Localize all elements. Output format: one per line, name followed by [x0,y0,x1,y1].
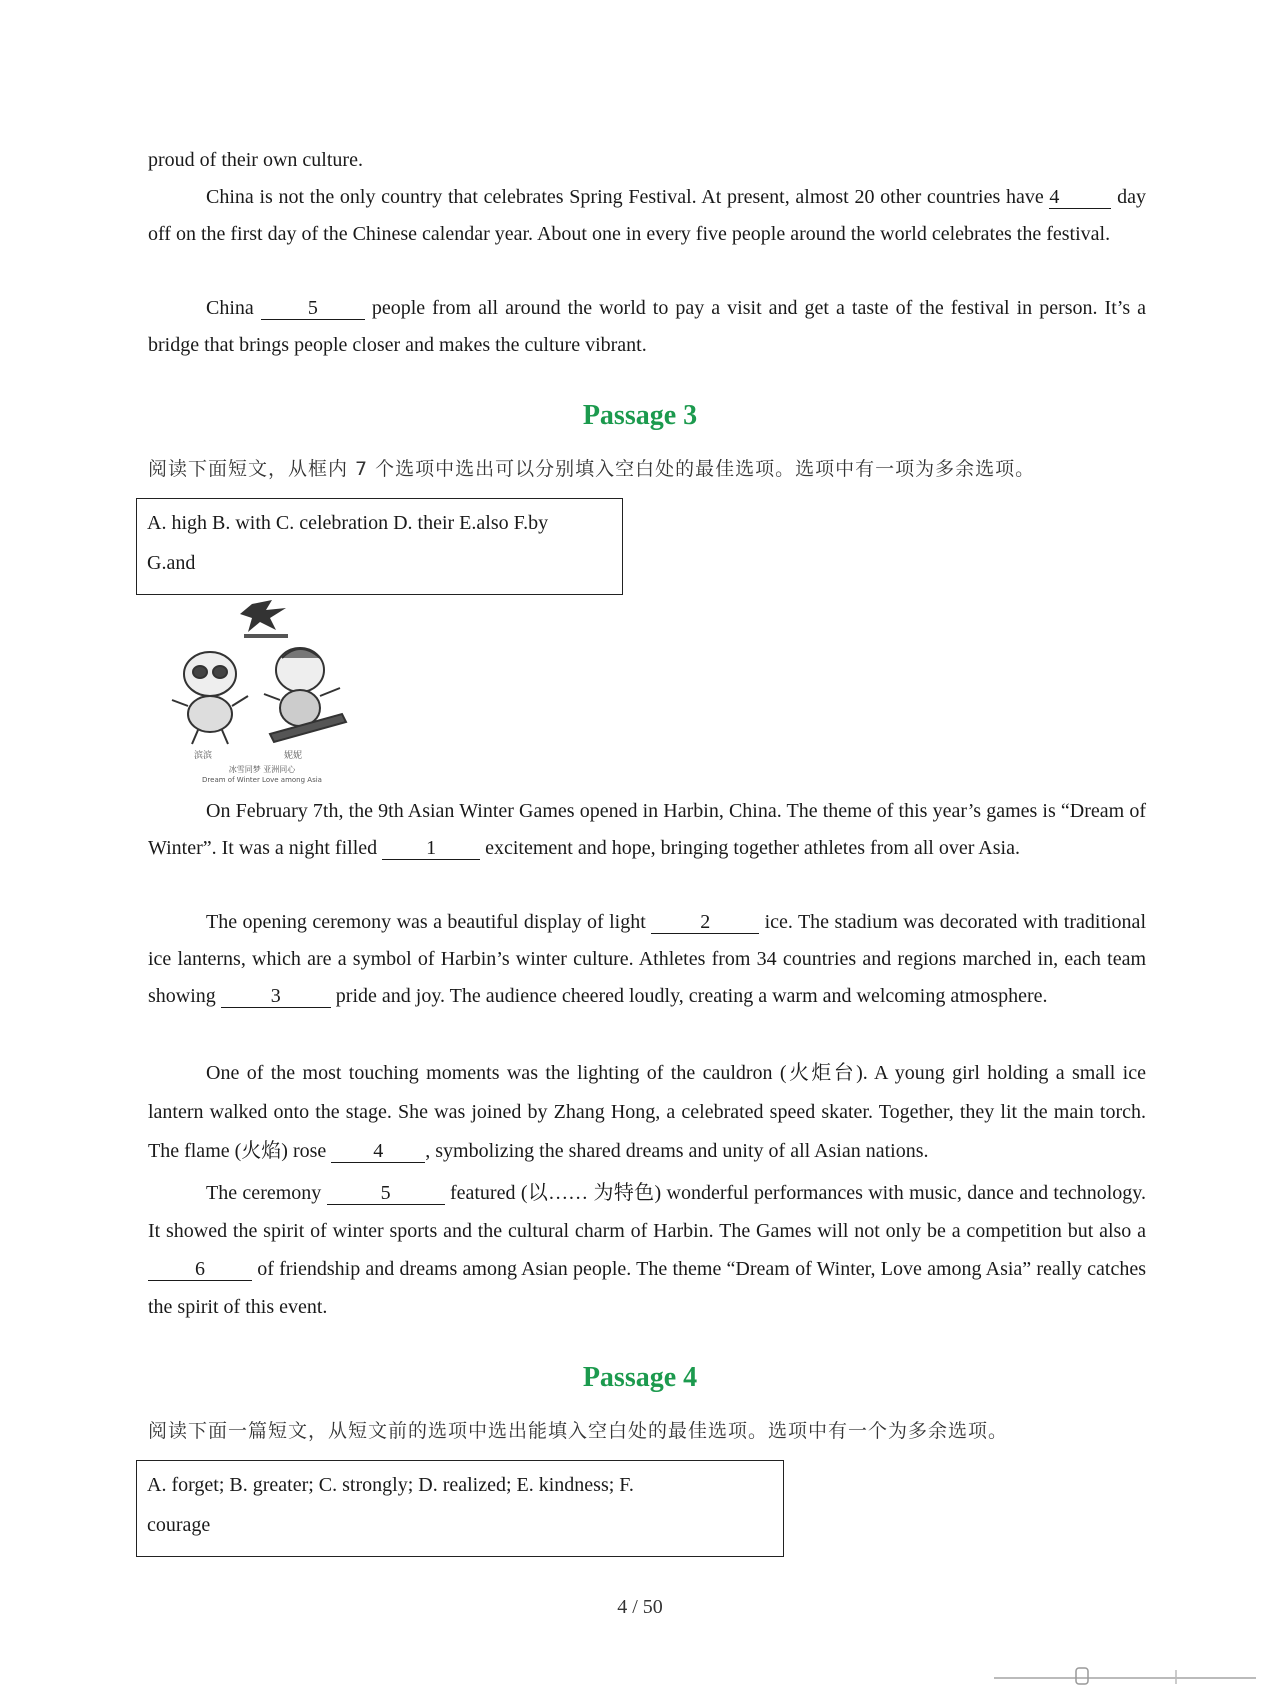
text-segment: featured (以…… 为特色) wonderful performances with music, dance and technology. It showed the spirit of winter sports and the cultural charm of Harbin. The Games will not only be a competition but also a [148,1182,1146,1242]
page-number: 4 / 50 [617,1596,663,1618]
text-line: proud of their own culture. [148,149,363,171]
passage2-closing-line [148,142,1146,179]
blank-2: 2 [651,911,759,934]
text-segment: of friendship and dreams among Asian people. The theme “Dream of Winter, Love among Asia” really catches the spirit of this event. [148,1258,1146,1318]
passage-4-instruction: 阅读下面一篇短文，从短文前的选项中选出能填入空白处的最佳选项。选项中有一个为多余选项。 [148,1420,1009,1442]
asian-winter-games-mascot-image [152,596,372,786]
passage-3-options-box [136,498,623,595]
blank-6: 6 [148,1258,252,1281]
scroll-thumb-icon [1076,1668,1088,1684]
passage3-paragraph-1 [148,793,1146,867]
games-emblem-icon [240,600,288,638]
options-line: courage [147,1514,211,1536]
text-segment: China is not the only country that celebrates Spring Festival. At present, almost 20 other countries have [206,186,1050,208]
text-segment: One of the most touching moments was the lighting of the cauldron (火炬台). A young girl holding a small ice lantern walked onto the stage. She was joined by Zhang Hong, a celebrated speed skater. Together, they lit the main torch. The flame (火焰) rose [148,1062,1146,1162]
blank-5: 5 [261,297,365,320]
passage-4-heading: Passage 4 [582,1362,698,1393]
passage3-paragraph-4 [148,1174,1146,1326]
passage-3-heading: Passage 3 [582,400,698,431]
mascot-binbin-icon [172,652,248,744]
blank-1: 1 [382,837,480,860]
blank-5: 5 [327,1182,445,1205]
text-segment: day off on the first day of the Chinese calendar year. About one in every five people around the world celebrates the festival. [148,186,1146,245]
text-segment: ice. The stadium was decorated with traditional ice lanterns, which are a symbol of Harbin’s winter culture. Athletes from 34 countries and regions marched in, each team showing [148,911,1146,1007]
options-line: A. high B. with C. celebration D. their E.also F.by [147,512,549,534]
blank-4: 4 [1049,186,1111,209]
blank-3: 3 [221,985,331,1008]
text-segment: pride and joy. The audience cheered loudly, creating a warm and welcoming atmosphere. [330,985,1048,1007]
text-segment: The opening ceremony was a beautiful display of light [206,911,652,933]
passage2-paragraph-5 [148,290,1146,364]
blank-4: 4 [331,1140,425,1163]
text-segment: , symbolizing the shared dreams and unity of all Asian nations. [425,1140,929,1162]
passage3-paragraph-3 [148,1054,1146,1171]
options-line: A. forget; B. greater; C. strongly; D. realized; E. kindness; F. [147,1474,634,1496]
mascot-name-left: 滨滨 [194,751,213,761]
text-segment: excitement and hope, bringing together athletes from all over Asia. [480,837,1020,859]
horizontal-scrollbar[interactable] [990,1664,1260,1688]
options-line: G.and [147,552,196,574]
text-segment: The ceremony [206,1182,327,1204]
mascot-nini-icon [264,648,346,742]
passage-3-instruction: 阅读下面短文，从框内 7 个选项中选出可以分别填入空白处的最佳选项。选项中有一项为多余选项。 [148,458,1036,480]
mascot-name-right: 妮妮 [284,751,303,761]
text-segment: people from all around the world to pay a visit and get a taste of the festival in person. It’s a bridge that brings people closer and makes the culture vibrant. [148,297,1147,356]
image-caption-en: Dream of Winter Love among Asia [202,776,322,784]
text-segment: China [206,297,261,319]
text-segment: On February 7th, the 9th Asian Winter Games opened in Harbin, China. The theme of this year’s games is “Dream of Winter”. It was a night filled [148,800,1146,859]
passage-4-options-box [136,1460,784,1557]
passage3-paragraph-2 [148,904,1146,1015]
image-caption-cn: 冰雪同梦 亚洲同心 [228,765,296,774]
passage2-paragraph-4 [148,179,1146,253]
